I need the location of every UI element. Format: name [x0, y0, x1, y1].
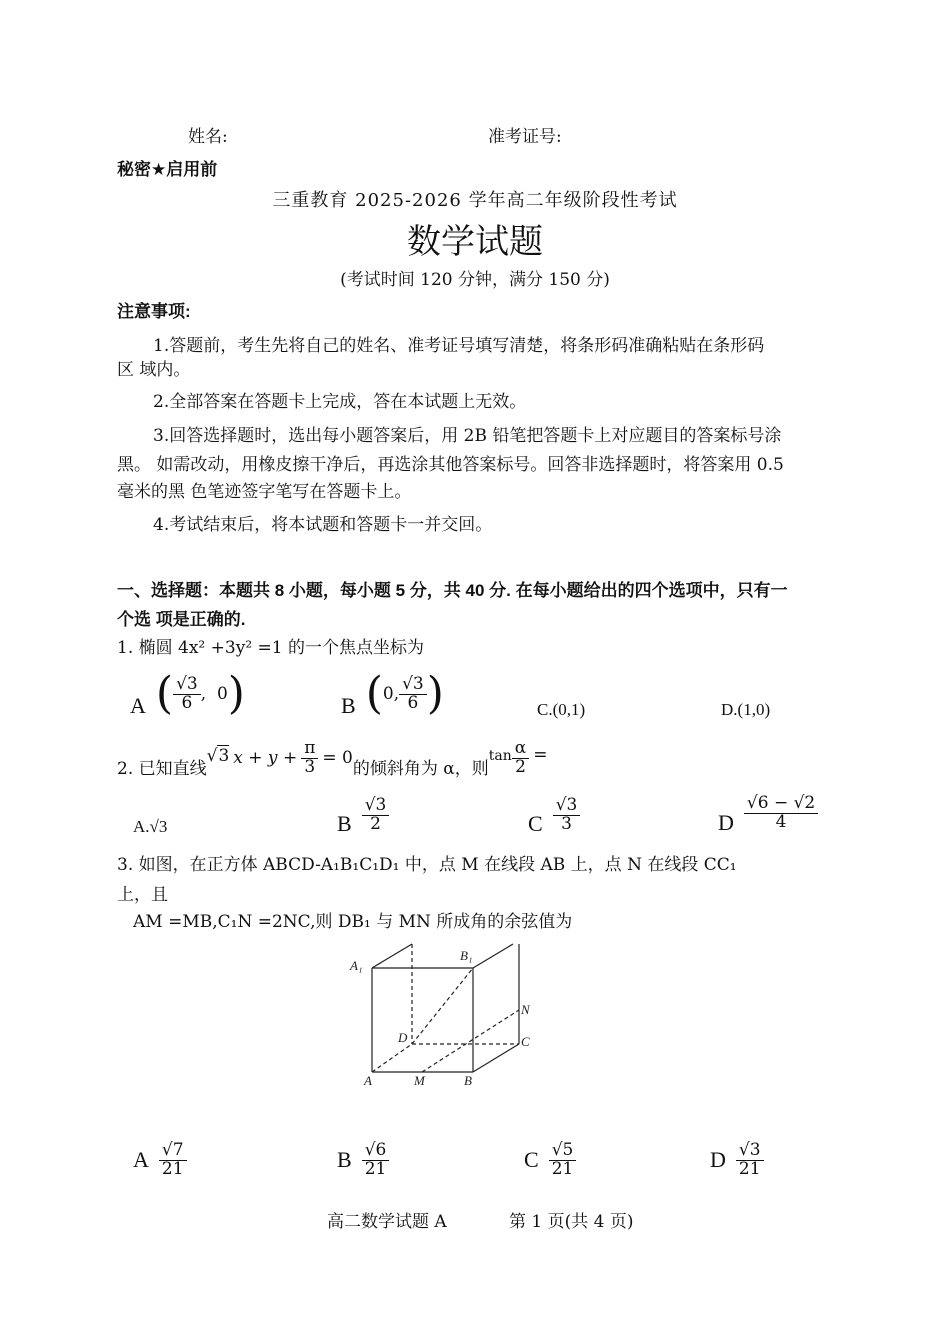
edge-a-d: [372, 1044, 412, 1072]
label-c: C: [521, 1034, 530, 1049]
q2-sqrt3: 3: [218, 745, 230, 766]
q2-eq0: = 0: [322, 748, 353, 768]
label-m: M: [414, 1073, 425, 1088]
q3-option-c: C $\frac{√5}{21}$: [524, 1142, 576, 1179]
q2-option-c: C $\frac{√3}{3}$: [528, 793, 580, 837]
notice-item-1: 1.答题前，考生先将自己的姓名、准考证号填写清楚，将条形码准确粘贴在条形码: [153, 336, 765, 356]
q2-eq: =: [533, 745, 548, 765]
q3-a-fraction: $\frac{√7}{21}$: [159, 1142, 187, 1179]
q3-option-a: A $\frac{√7}{21}$: [133, 1142, 187, 1179]
q2-prefix: 2. 已知直线: [117, 758, 207, 779]
page-title: 数学试题: [407, 224, 543, 261]
question-2-stem: 2. 已知直线 √3 x + y + $\frac{\pi}{3}$ = 0 的倾斜角为 α，则 tan $\frac{\alpha}{2}$ =: [117, 737, 548, 779]
q1-option-d: D.(1,0): [721, 700, 771, 719]
q2-c-fraction: $\frac{√3}{3}$: [553, 797, 581, 834]
secret-note: 秘密★启用前: [117, 160, 218, 179]
time-note: (考试时间 120 分钟，满分 150 分): [340, 270, 610, 290]
q1-b-fraction: $\frac{√3}{6}$: [399, 676, 427, 713]
label-a: A: [364, 1073, 372, 1088]
label-b: B: [464, 1073, 472, 1088]
q2-alpha-fraction: $\frac{\alpha}{2}$: [512, 740, 529, 777]
q2-tan: tan: [488, 748, 512, 764]
q1-option-a: A ( $\frac{√3}{6}$ , 0 ): [130, 668, 245, 719]
q2-mid: 的倾斜角为 α，则: [352, 758, 489, 779]
question-3-stem-cont: 上，且: [117, 885, 168, 905]
notice-item-3: 3.回答选择题时，选出每小题答案后，用 2B 铅笔把答题卡上对应题目的答案标号涂: [153, 426, 782, 446]
edge-b-c: [473, 1044, 519, 1072]
q2-option-d: D $\frac{√6 - √2}{4}$: [718, 790, 818, 836]
q3-option-d: D $\frac{√3}{21}$: [710, 1142, 764, 1179]
q2-expr: x + y +: [233, 748, 298, 768]
q1-a-lparen: (: [155, 668, 174, 719]
edge-b1-c1: [473, 944, 513, 968]
q2-option-b: B $\frac{√3}{2}$: [337, 793, 389, 837]
q1-b-first: 0: [382, 684, 394, 704]
notice-item-1-cont: 区 域内。: [117, 360, 191, 380]
name-label: 姓名:: [188, 127, 228, 147]
question-3-condition: AM =MB,C₁N =2NC,则 DB₁ 与 MN 所成角的余弦值为: [133, 912, 573, 932]
notice-item-2: 2.全部答案在答题卡上完成，答在本试题上无效。: [153, 392, 527, 412]
label-a1: A₁: [350, 958, 363, 973]
q2-b-fraction: $\frac{√3}{2}$: [362, 797, 390, 834]
q1-a-second: 0: [216, 684, 228, 704]
segment-d-b1: [412, 968, 473, 1044]
footer-page: 第 1 页(共 4 页): [509, 1212, 634, 1232]
q3-option-b: B $\frac{√6}{21}$: [337, 1142, 389, 1179]
exam-subtitle: 三重教育 2025-2026 学年高二年级阶段性考试: [272, 190, 678, 211]
question-1-stem: 1. 椭圆 4x² +3y² =1 的一个焦点坐标为: [117, 638, 424, 658]
q1-b-label: B: [341, 693, 356, 718]
notice-heading: 注意事项:: [117, 302, 191, 321]
q1-a-rparen: ): [227, 668, 245, 719]
edge-a1-d1: [372, 944, 412, 968]
footer-title: 高二数学试题 A: [327, 1212, 447, 1232]
label-n: N: [521, 1002, 530, 1017]
q2-d-fraction: $\frac{√6 - √2}{4}$: [744, 795, 818, 832]
label-d: D: [398, 1030, 408, 1045]
q2-option-a: A.√3: [133, 817, 168, 836]
q1-option-b: B ( 0 , $\frac{√3}{6}$ ): [341, 668, 444, 719]
q1-a-label: A: [130, 693, 146, 718]
section-heading: 一、选择题：本题共 8 小题，每小题 5 分，共 40 分. 在每小题给出的四个选项中，只有一: [117, 581, 788, 600]
label-b1: B₁: [460, 948, 473, 963]
q2-pi-fraction: $\frac{\pi}{3}$: [301, 740, 318, 777]
segment-m-n: [422, 1010, 519, 1072]
q1-a-fraction: $\frac{√3}{6}$: [173, 676, 201, 713]
exam-id-label: 准考证号:: [488, 127, 562, 147]
q1-option-c: C.(0,1): [537, 700, 586, 719]
notice-item-4: 4.考试结束后，将本试题和答题卡一并交回。: [153, 515, 493, 535]
notice-item-3-cont-2: 毫米的黑 色笔迹签字笔写在答题卡上。: [117, 482, 412, 502]
section-heading-cont: 个选 项是正确的.: [117, 610, 246, 629]
cube-figure: [340, 940, 550, 1095]
q3-b-fraction: $\frac{√6}{21}$: [362, 1142, 390, 1179]
q3-d-fraction: $\frac{√3}{21}$: [736, 1142, 764, 1179]
question-3-stem: 3. 如图，在正方体 ABCD-A₁B₁C₁D₁ 中，点 M 在线段 AB 上，点 N 在线段 CC₁: [117, 855, 737, 875]
notice-item-3-cont-1: 黑。 如需改动，用橡皮擦干净后，再选涂其他答案标号。回答非选择题时，将答案用 0.5: [117, 455, 784, 475]
q3-c-fraction: $\frac{√5}{21}$: [549, 1142, 577, 1179]
